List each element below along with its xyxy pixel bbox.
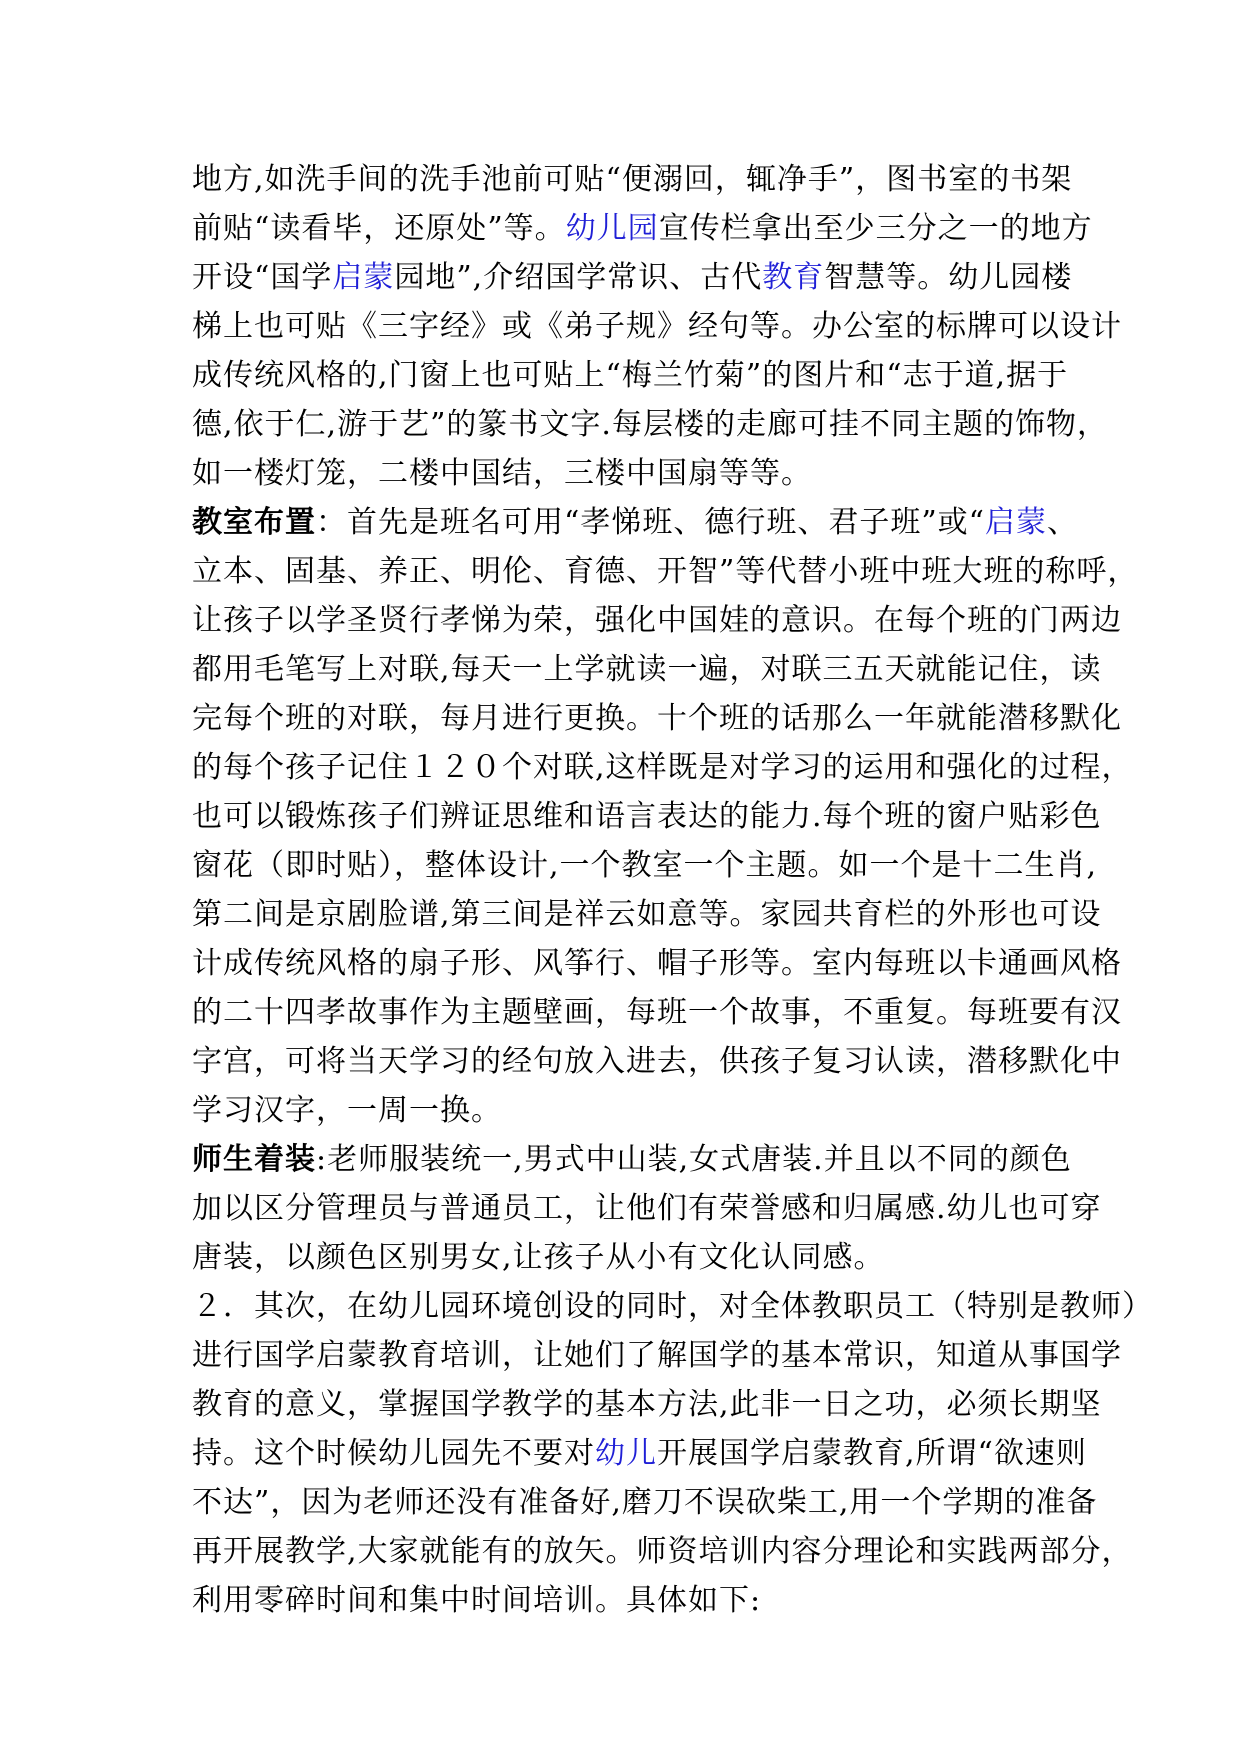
text-line xyxy=(192,547,1139,596)
text-run: 宣传栏拿出至少三分之一的地方 xyxy=(658,211,1093,246)
text-run: 智慧等。幼儿园楼 xyxy=(824,260,1073,295)
text-run: 第二间是京剧脸谱,第三间是祥云如意等。家园共育栏的外形也可设 xyxy=(192,897,1102,932)
text-run: 开设“国学 xyxy=(192,260,333,295)
text-line xyxy=(192,988,1122,1037)
inline-link[interactable]: 启蒙 xyxy=(985,505,1048,540)
text-line xyxy=(192,449,1072,498)
text-line xyxy=(192,1135,1072,1184)
text-line xyxy=(192,302,1122,351)
text-run: 持。这个时候幼儿园先不要对 xyxy=(192,1436,595,1471)
text-run: 计成传统风格的扇子形、风筝行、帽子形等。室内每班以卡通画风格 xyxy=(192,946,1122,981)
text-line xyxy=(192,1380,1102,1429)
text-line xyxy=(192,841,1098,890)
text-line xyxy=(192,694,1122,743)
text-line xyxy=(192,792,1102,841)
text-line xyxy=(192,939,1122,988)
text-run: 、 xyxy=(1047,505,1079,540)
text-line xyxy=(192,351,1072,400)
text-run: 利用零碎时间和集中时间培训。具体如下: xyxy=(192,1583,762,1618)
section-heading: 教室布置 xyxy=(192,505,316,540)
text-run: 如一楼灯笼，二楼中国结，三楼中国扇等等。 xyxy=(192,456,812,491)
text-line xyxy=(192,1478,1098,1527)
text-run: 德,依于仁,游于艺”的篆书文字.每层楼的走廊可挂不同主题的饰物， xyxy=(192,407,1108,442)
text-line xyxy=(192,204,1093,253)
text-line xyxy=(192,890,1102,939)
text-run: 字宫，可将当天学习的经句放入进去，供孩子复习认读，潜移默化中 xyxy=(192,1044,1122,1079)
text-run: 也可以锻炼孩子们辨证思维和语言表达的能力.每个班的窗户贴彩色 xyxy=(192,799,1102,834)
text-run: 立本、固基、养正、明伦、育德、开智”等代替小班中班大班的称呼， xyxy=(192,554,1139,589)
text-run: 学习汉字，一周一换。 xyxy=(192,1093,502,1128)
text-line xyxy=(192,645,1102,694)
text-run: 进行国学启蒙教育培训，让她们了解国学的基本常识，知道从事国学 xyxy=(192,1338,1122,1373)
text-run: 教育的意义，掌握国学教学的基本方法,此非一日之功，必须长期坚 xyxy=(192,1387,1102,1422)
text-run: 地方,如洗手间的洗手池前可贴“便溺回，辄净手”，图书室的书架 xyxy=(192,162,1073,197)
text-run: 窗花（即时贴），整体设计,一个教室一个主题。如一个是十二生肖, xyxy=(192,848,1098,883)
text-run: 再开展教学,大家就能有的放矢。师资培训内容分理论和实践两部分， xyxy=(192,1534,1133,1569)
text-line xyxy=(192,1331,1122,1380)
text-run: 成传统风格的,门窗上也可贴上“梅兰竹菊”的图片和“志于道,据于 xyxy=(192,358,1069,393)
text-run: 梯上也可贴《三字经》或《弟子规》经句等。办公室的标牌可以设计 xyxy=(192,309,1122,344)
text-line xyxy=(192,1037,1122,1086)
text-run: 都用毛笔写上对联,每天一上学就读一遍，对联三五天就能记住，读 xyxy=(192,652,1102,687)
text-line xyxy=(192,1576,1072,1625)
text-run: 不达”，因为老师还没有准备好,磨刀不误砍柴工,用一个学期的准备 xyxy=(192,1485,1098,1520)
text-run: 的二十四孝故事作为主题壁画，每班一个故事，不重复。每班要有汉 xyxy=(192,995,1122,1030)
text-run: ：首先是班名可用“孝悌班、德行班、君子班”或“ xyxy=(316,505,986,540)
inline-link[interactable]: 启蒙 xyxy=(332,260,395,295)
text-run: 完每个班的对联，每月进行更换。十个班的话那么一年就能潜移默化 xyxy=(192,701,1122,736)
text-run: ２．其次，在幼儿园环境创设的同时，对全体教职员工（特别是教师） xyxy=(192,1289,1153,1324)
text-run: :老师服装统一,男式中山装,女式唐装.并且以不同的颜色 xyxy=(316,1142,1072,1177)
text-line xyxy=(192,596,1122,645)
text-run: 唐装，以颜色区别男女,让孩子从小有文化认同感。 xyxy=(192,1240,885,1275)
text-line xyxy=(192,155,1072,204)
text-line xyxy=(192,1086,1072,1135)
text-line xyxy=(192,498,1079,547)
text-line xyxy=(192,1184,1102,1233)
text-line xyxy=(192,1527,1133,1576)
text-line xyxy=(192,1429,1087,1478)
inline-link[interactable]: 幼儿园 xyxy=(565,211,659,246)
section-heading: 师生着装 xyxy=(192,1142,316,1177)
text-run: 园地”,介绍国学常识、古代 xyxy=(394,260,763,295)
inline-link[interactable]: 幼儿 xyxy=(595,1436,657,1471)
text-line xyxy=(192,400,1108,449)
text-line xyxy=(192,1233,1072,1282)
document-body xyxy=(192,155,1153,1625)
text-run: 让孩子以学圣贤行孝悌为荣，强化中国娃的意识。在每个班的门两边 xyxy=(192,603,1122,638)
text-run: 前贴“读看毕，还原处”等。 xyxy=(192,211,566,246)
text-line xyxy=(192,1282,1153,1331)
inline-link[interactable]: 教育 xyxy=(762,260,825,295)
text-line xyxy=(192,743,1133,792)
text-run: 加以区分管理员与普通员工，让他们有荣誉感和归属感.幼儿也可穿 xyxy=(192,1191,1102,1226)
text-run: 开展国学启蒙教育,所谓“欲速则 xyxy=(657,1436,1087,1471)
text-line xyxy=(192,253,1072,302)
text-run: 的每个孩子记住１２０个对联,这样既是对学习的运用和强化的过程， xyxy=(192,750,1133,785)
